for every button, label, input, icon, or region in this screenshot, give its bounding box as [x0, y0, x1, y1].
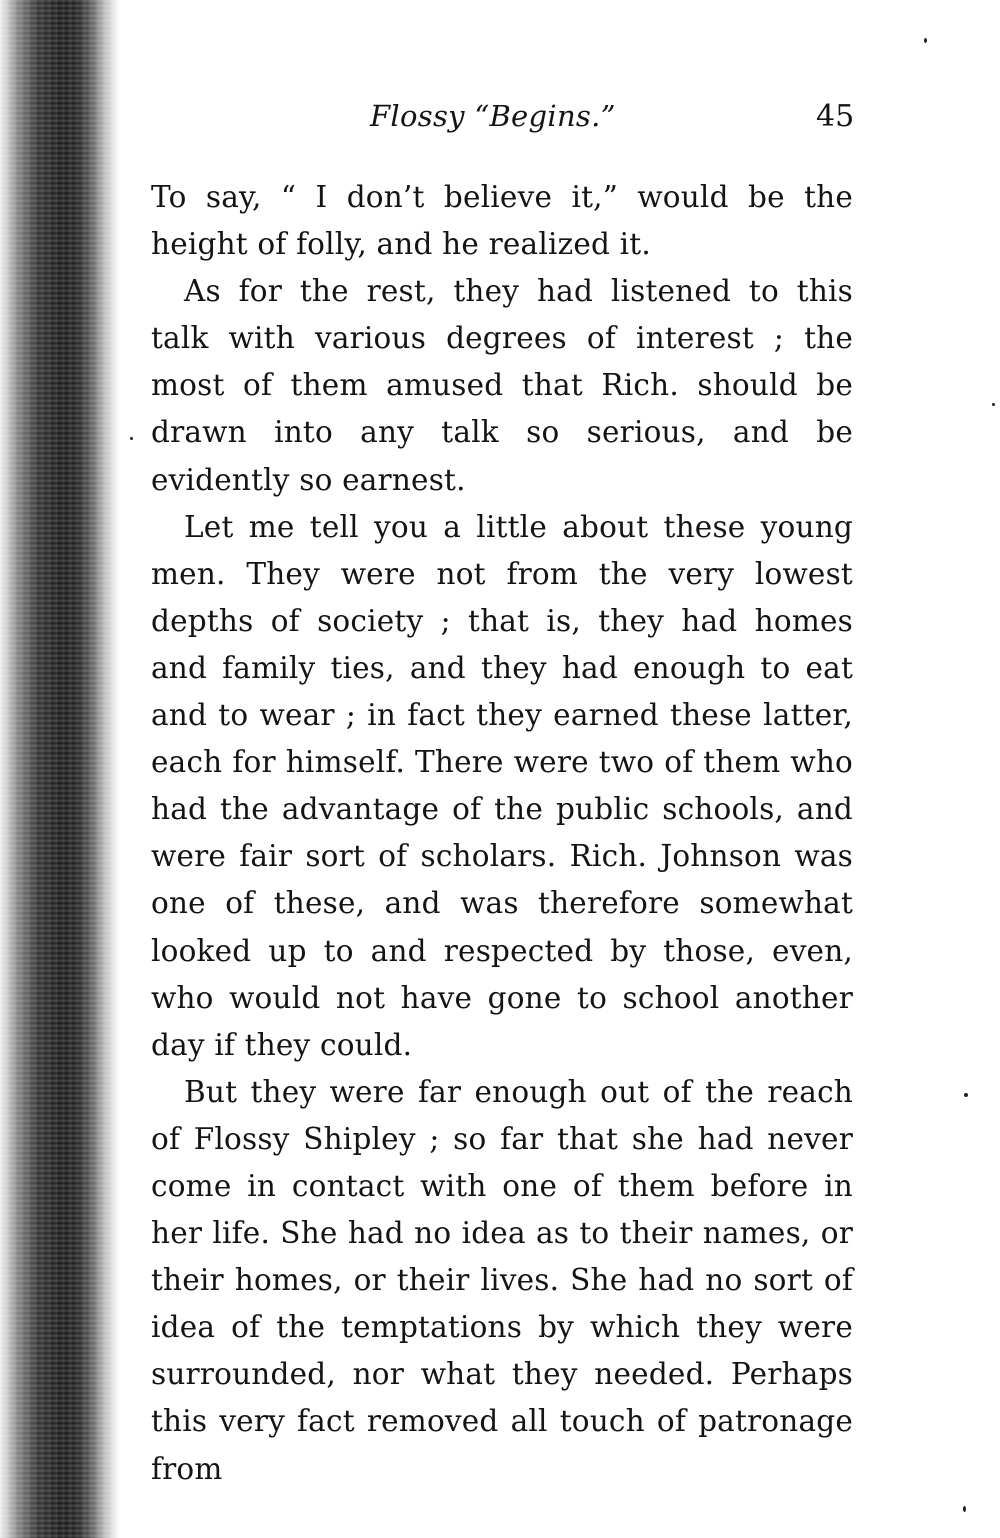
running-header	[0, 95, 1000, 145]
scan-speck	[963, 1506, 966, 1512]
scan-speck	[924, 38, 927, 43]
scan-speck	[130, 437, 133, 440]
page-body	[151, 174, 853, 1493]
page-number: 45	[816, 99, 855, 134]
paragraph-4: But they were far enough out of the reach of Flossy Shipley ; so far that she had never come in contact with one of them before in her life. She had no idea as to their names, or their homes, or their lives. She had no sort of idea of the temptations by which they were surrounded, nor what they needed. Perhaps this very fact removed all touch of patronage from	[151, 1074, 853, 1486]
binding-gutter-shadow	[0, 0, 120, 1538]
paragraph-3: Let me tell you a little about these young men. They were not from the very lowest depths of society ; that is, they had homes and family ties, and they had enough to eat and to wear ; in fact they earned these latter, each for himself. There were two of them who had the advantage of the public schools, and were fair sort of scholars. Rich. Johnson was one of these, and was therefore somewhat looked up to and respected by those, even, who would not have gone to school another day if they could.	[151, 509, 853, 1062]
paragraph-1: To say, “ I don’t believe it,” would be the height of folly, and he realized it.	[151, 180, 853, 262]
scan-speck	[964, 1093, 968, 1097]
paragraph-2: As for the rest, they had listened to this talk with various degrees of interest ; the most of them amused that Rich. should be drawn into any talk so serious, and be evidently so earnest.	[151, 274, 853, 497]
running-title: Flossy “Begins.”	[370, 99, 616, 133]
scan-speck	[992, 403, 995, 406]
